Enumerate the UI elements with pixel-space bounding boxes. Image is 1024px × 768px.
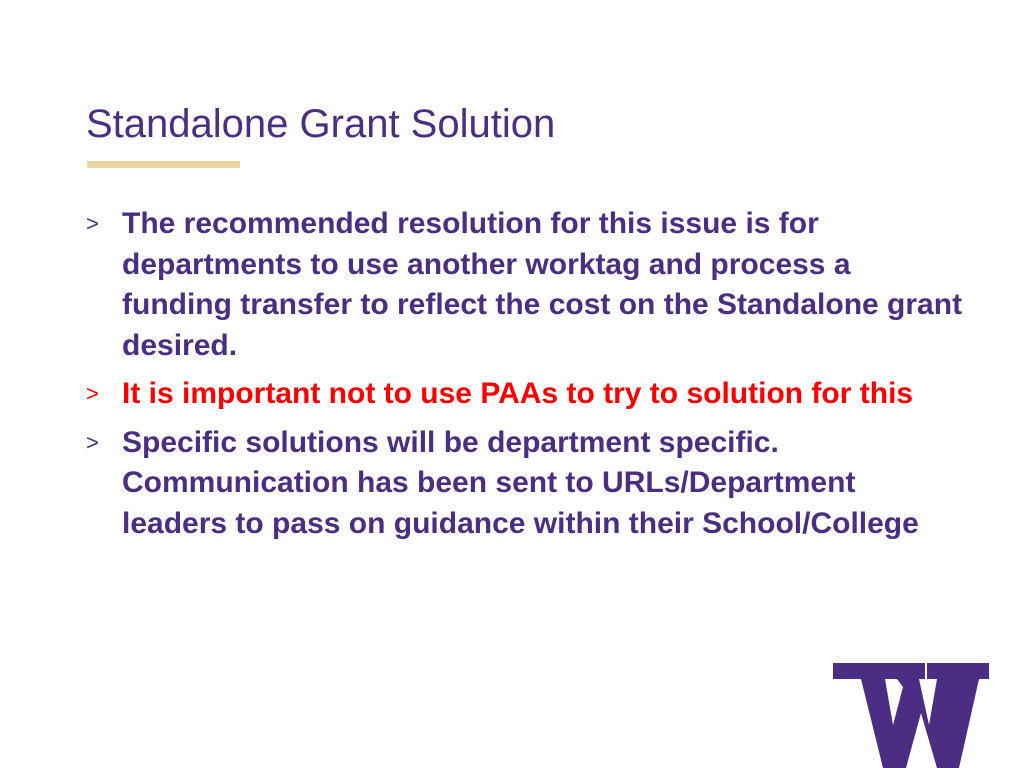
bullet-marker-icon: > <box>86 429 99 455</box>
slide-title: Standalone Grant Solution <box>86 102 556 146</box>
title-underline-rule <box>87 161 240 168</box>
uw-logo-w-shape <box>833 663 989 768</box>
bullet-text: The recommended resolution for this issue is for departments to use another worktag and process a funding transfer to reflect the cost on the Standalone grant desired. <box>122 207 963 362</box>
bullet-item-recommended-resolution <box>86 204 966 366</box>
uw-block-w-logo-icon <box>833 663 989 768</box>
bullet-marker-icon: > <box>86 211 99 236</box>
bullet-item-paa-warning <box>86 374 966 415</box>
bullet-text: It is important not to use PAAs to try to solution for this <box>122 377 914 410</box>
bullet-item-department-specific <box>86 423 966 545</box>
bullet-list <box>86 204 966 552</box>
bullet-marker-icon: > <box>86 381 99 406</box>
bullet-text: Specific solutions will be department specific. Communication has been sent to URLs/Department leaders to pass on guidance within their School/College <box>122 425 919 540</box>
